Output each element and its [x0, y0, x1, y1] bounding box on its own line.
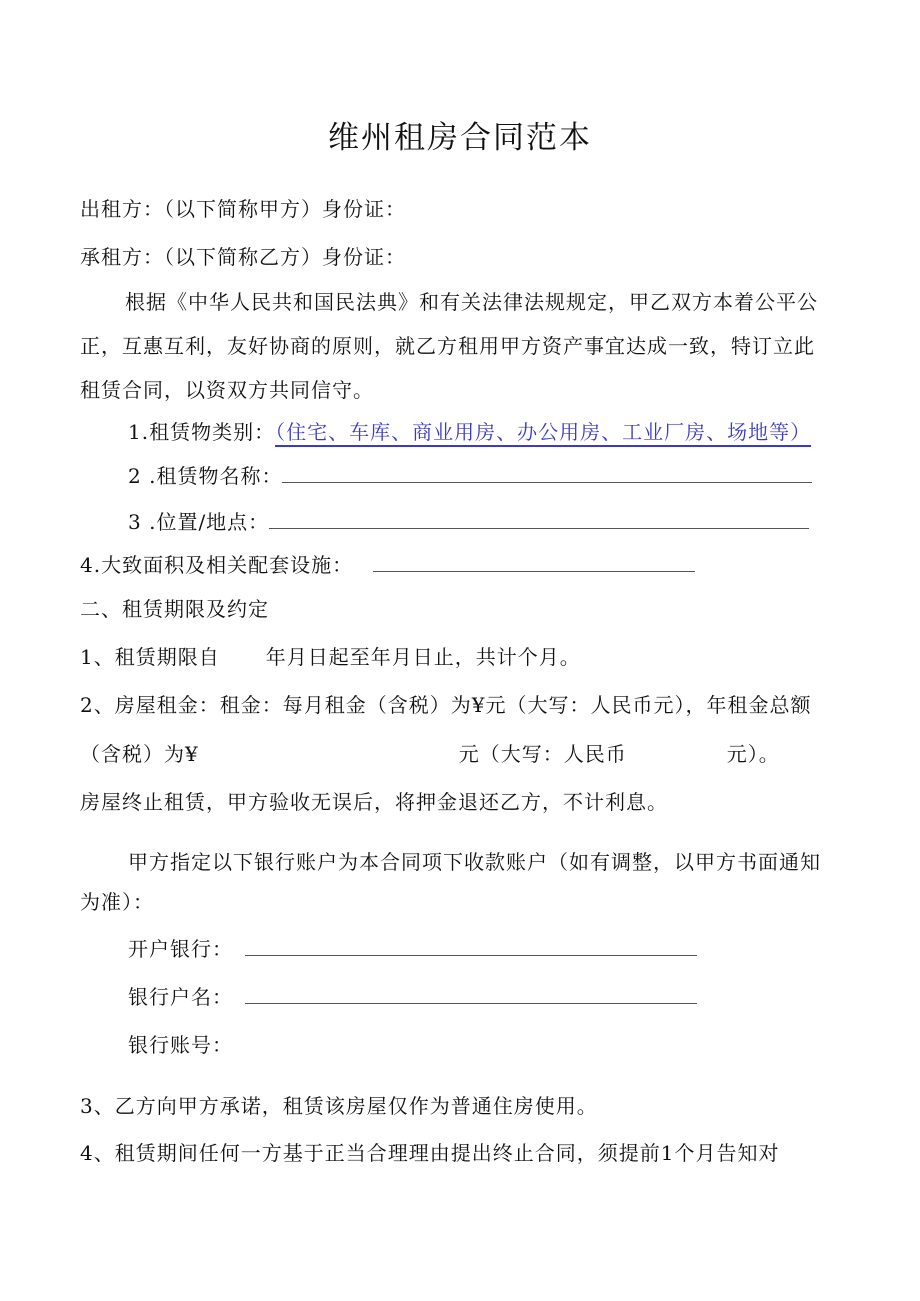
page-title: 维州租房合同范本 — [328, 120, 592, 156]
rent-line-1: 2、房屋租金：租金：每月租金（含税）为¥元（大写：人民币元），年租金总额 — [80, 693, 812, 717]
account-name-blank-field[interactable] — [245, 985, 697, 1004]
account-number-row — [128, 1033, 233, 1057]
item-2-blank-field[interactable] — [282, 464, 812, 483]
term-part-2: 年月日起至年月日止，共计个月。 — [265, 645, 581, 669]
bank-name-blank-field[interactable] — [245, 937, 697, 956]
rent-line-2-part-1: （含税）为¥ — [80, 742, 199, 766]
rent-line-2-part-3: 元）。 — [726, 742, 780, 766]
lessee-line: 承租方：（以下简称乙方）身份证： — [80, 245, 406, 269]
account-name-row — [128, 985, 697, 1009]
item-4-blank-field[interactable] — [373, 553, 695, 572]
term-part-1: 1、租赁期限自 — [80, 645, 220, 669]
intro-line-2: 正，互惠互利，友好协商的原则，就乙方租用甲方资产事宜达成一致，特订立此 — [80, 334, 815, 358]
item-3-label: 3 .位置/地点： — [128, 510, 270, 534]
bank-name-row — [128, 937, 697, 961]
lessor-line: 出租方：（以下简称甲方）身份证： — [80, 197, 406, 221]
bank-para-line-1: 甲方指定以下银行账户为本合同项下收款账户（如有调整，以甲方书面通知 — [128, 850, 821, 874]
account-name-label: 银行户名： — [128, 985, 233, 1009]
item-2-row — [128, 464, 812, 488]
item-4-row — [80, 553, 695, 577]
rent-line-2 — [80, 742, 780, 766]
bank-para-line-2: 为准）： — [80, 890, 154, 914]
section-2-heading: 二、租赁期限及约定 — [80, 597, 269, 621]
item-1-category-link[interactable]: （住宅、车库、商业用房、办公用房、工业厂房、场地等） — [275, 420, 811, 447]
intro-line-3: 租赁合同，以资双方共同信守。 — [80, 378, 374, 402]
item-3-blank-field[interactable] — [269, 510, 809, 529]
item-1-row — [128, 420, 811, 444]
intro-line-1: 根据《中华人民共和国民法典》和有关法律法规规定，甲乙双方本着公平公 — [125, 290, 818, 314]
account-number-label: 银行账号： — [128, 1033, 233, 1057]
bank-name-label: 开户银行： — [128, 937, 233, 961]
rent-line-2-part-2: 元（大写：人民币 — [458, 742, 627, 766]
item-3-row — [128, 510, 809, 534]
clause-4: 4、租赁期间任何一方基于正当合理理由提出终止合同，须提前1个月告知对 — [80, 1141, 780, 1165]
item-1-label: 1.租赁物类别： — [128, 420, 276, 444]
term-line — [80, 645, 581, 669]
deposit-line: 房屋终止租赁，甲方验收无误后，将押金退还乙方，不计利息。 — [80, 790, 668, 814]
item-4-label: 4.大致面积及相关配套设施： — [80, 553, 354, 577]
clause-3: 3、乙方向甲方承诺，租赁该房屋仅作为普通住房使用。 — [80, 1094, 598, 1118]
item-2-label: 2 .租赁物名称： — [128, 464, 283, 488]
